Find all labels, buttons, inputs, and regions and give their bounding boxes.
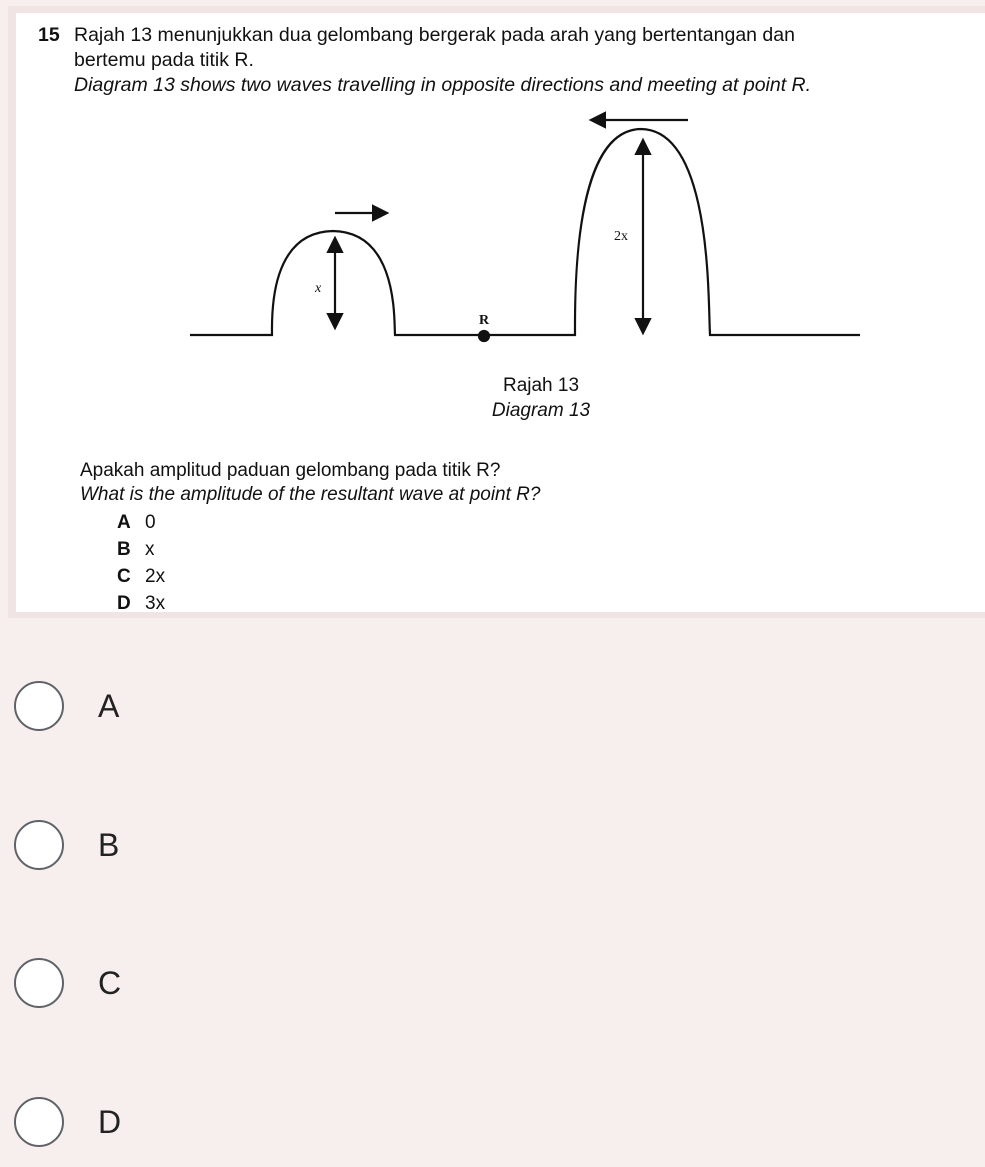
- caption-ms: Rajah 13: [502, 375, 580, 396]
- radio-c[interactable]: [14, 958, 64, 1008]
- question-en: Diagram 13 shows two waves travelling in opposite directions and meeting at point R.: [74, 74, 812, 96]
- choice-c[interactable]: [14, 958, 121, 1008]
- question-number: 15: [38, 24, 60, 46]
- choice-d[interactable]: [14, 1097, 121, 1147]
- radio-d[interactable]: [14, 1097, 64, 1147]
- caption-en: Diagram 13: [491, 400, 591, 421]
- choice-c-label: C: [98, 964, 122, 1001]
- label-2x: 2x: [614, 229, 628, 244]
- radio-a[interactable]: [14, 681, 64, 731]
- option-c: C 2x: [117, 566, 166, 587]
- choice-a[interactable]: [14, 681, 119, 731]
- point-r: [479, 331, 489, 341]
- choice-b-label: B: [98, 826, 120, 863]
- radio-b[interactable]: [14, 820, 64, 870]
- label-r: R: [479, 313, 490, 328]
- label-x: x: [315, 281, 322, 296]
- question-ms-line1: Rajah 13 menunjukkan dua gelombang bergerak pada arah yang bertentangan dan: [74, 24, 795, 46]
- option-a: A 0: [117, 512, 156, 533]
- ask-ms: Apakah amplitud paduan gelombang pada titik R?: [80, 460, 501, 481]
- choice-a-label: A: [98, 687, 120, 724]
- question-image: [16, 13, 985, 612]
- option-d: D 3x: [117, 593, 166, 612]
- option-b: B x: [117, 539, 155, 560]
- choice-b[interactable]: [14, 820, 119, 870]
- question-ms-line2: bertemu pada titik R.: [74, 49, 254, 71]
- choice-d-label: D: [98, 1103, 122, 1140]
- wave-diagram: [16, 13, 985, 612]
- ask-en: What is the amplitude of the resultant wave at point R?: [80, 484, 541, 505]
- wave-line: [190, 129, 860, 335]
